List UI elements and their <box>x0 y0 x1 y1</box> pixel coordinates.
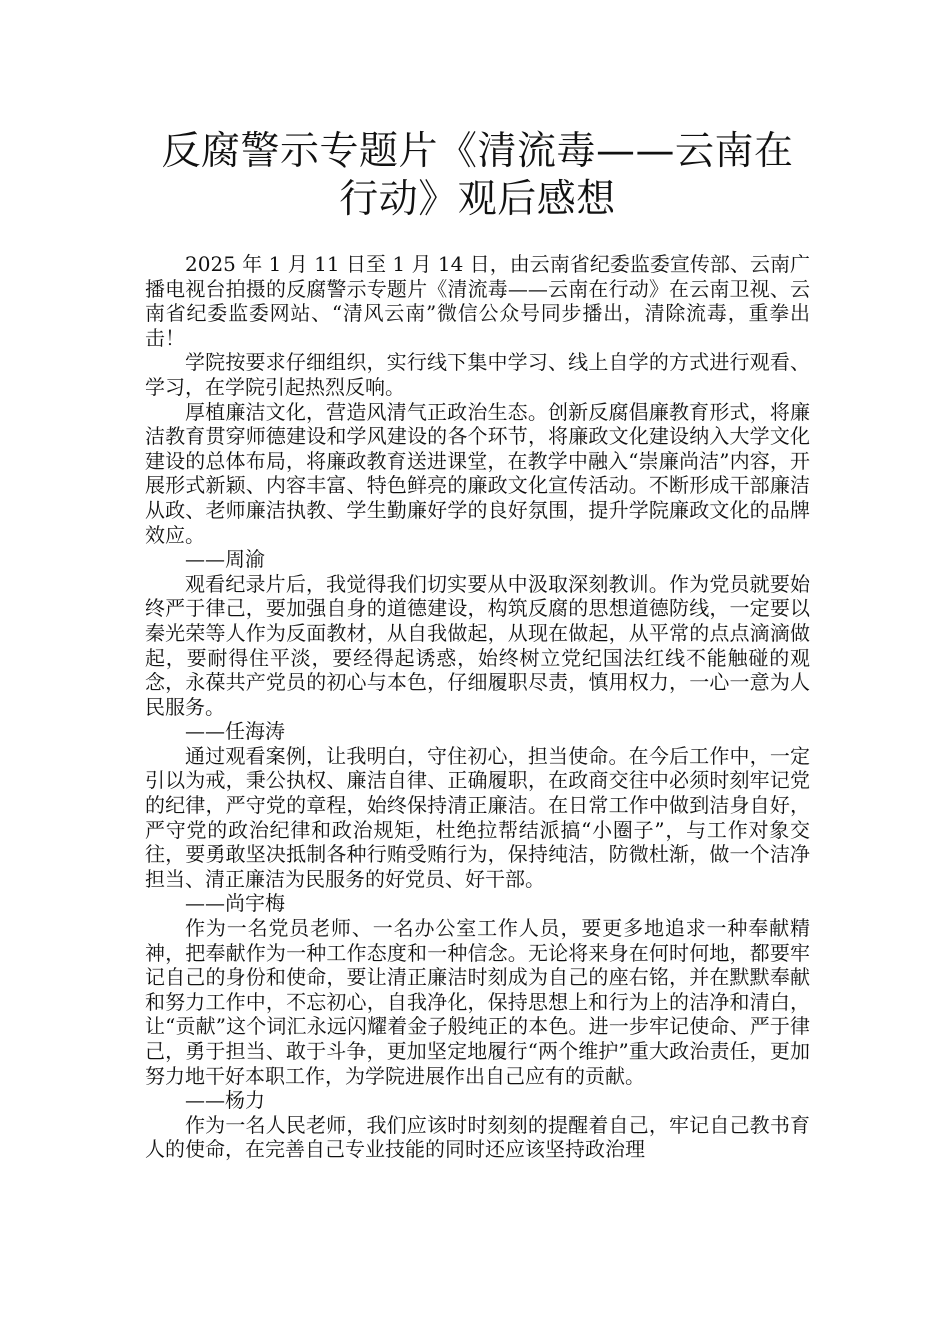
paragraph-college-organization: 学院按要求仔细组织，实行线下集中学习、线上自学的方式进行观看、学习，在学院引起热烈反响。 <box>145 350 810 399</box>
paragraph-broadcast-intro: 2025 年 1 月 11 日至 1 月 14 日，由云南省纪委监委宣传部、云南广播电视台拍摄的反腐警示专题片《清流毒——云南在行动》在云南卫视、云南省纪委监委网站、“清风云南”微信公众号同步播出，清除流毒，重拳出击！ <box>145 252 810 350</box>
document-title: 反腐警示专题片《清流毒——云南在行动》观后感想 <box>161 129 794 222</box>
paragraph-lessons: 观看纪录片后，我觉得我们切实要从中汲取深刻教训。作为党员就要始终严于律己，要加强自身的道德建设，构筑反腐的思想道德防线，一定要以秦光荣等人作为反面教材，从自我做起，从现在做起，从平常的点点滴滴做起，要耐得住平淡，要经得起诱惑，始终树立党纪国法红线不能触碰的观念，永葆共产党员的初心与本色，仔细履职尽责，慎用权力，一心一意为人民服务。 <box>145 571 810 719</box>
document-body <box>145 252 810 1162</box>
signature-ren-haitao: ——任海涛 <box>185 719 285 744</box>
signature-shang-yumei: ——尚宇梅 <box>185 891 285 916</box>
signature-zhou-yu: ——周渝 <box>185 547 265 572</box>
paragraph-cases: 通过观看案例，让我明白，守住初心，担当使命。在今后工作中，一定引以为戒，秉公执权、廉洁自律、正确履职，在政商交往中必须时刻牢记党的纪律，严守党的章程，始终保持清正廉洁。在日常工作中做到洁身自好，严守党的政治纪律和政治规矩，杜绝拉帮结派搞“小圈子”，与工作对象交往，要勇敢坚决抵制各种行贿受贿行为，保持纯洁，防微杜渐，做一个洁净担当、清正廉洁为民服务的好党员、好干部。 <box>145 743 810 891</box>
paragraph-dedication: 作为一名党员老师、一名办公室工作人员，要更多地追求一种奉献精神，把奉献作为一种工作态度和一种信念。无论将来身在何时何地，都要牢记自己的身份和使命，要让清正廉洁时刻成为自己的座右铭，并在默默奉献和努力工作中，不忘初心，自我净化，保持思想上和行为上的洁净和清白，让“贡献”这个词汇永远闪耀着金子般纯正的本色。进一步牢记使命、严于律己，勇于担当、敢于斗争，更加坚定地履行“两个维护”重大政治责任，更加努力地干好本职工作，为学院进展作出自己应有的贡献。 <box>145 916 810 1088</box>
signature-yang-li: ——杨力 <box>185 1088 265 1113</box>
paragraph-teacher-mission: 作为一名人民老师，我们应该时时刻刻的提醒着自己，牢记自己教书育人的使命，在完善自己专业技能的同时还应该坚持政治理 <box>145 1112 810 1162</box>
paragraph-integrity-culture: 厚植廉洁文化，营造风清气正政治生态。创新反腐倡廉教育形式，将廉洁教育贯穿师德建设和学风建设的各个环节，将廉政文化建设纳入大学文化建设的总体布局，将廉政教育送进课堂，在教学中融入“崇廉尚洁”内容，开展形式新颖、内容丰富、特色鲜亮的廉政文化宣传活动。不断形成干部廉洁从政、老师廉洁执教、学生勤廉好学的良好氛围，提升学院廉政文化的品牌效应。 <box>145 399 810 547</box>
